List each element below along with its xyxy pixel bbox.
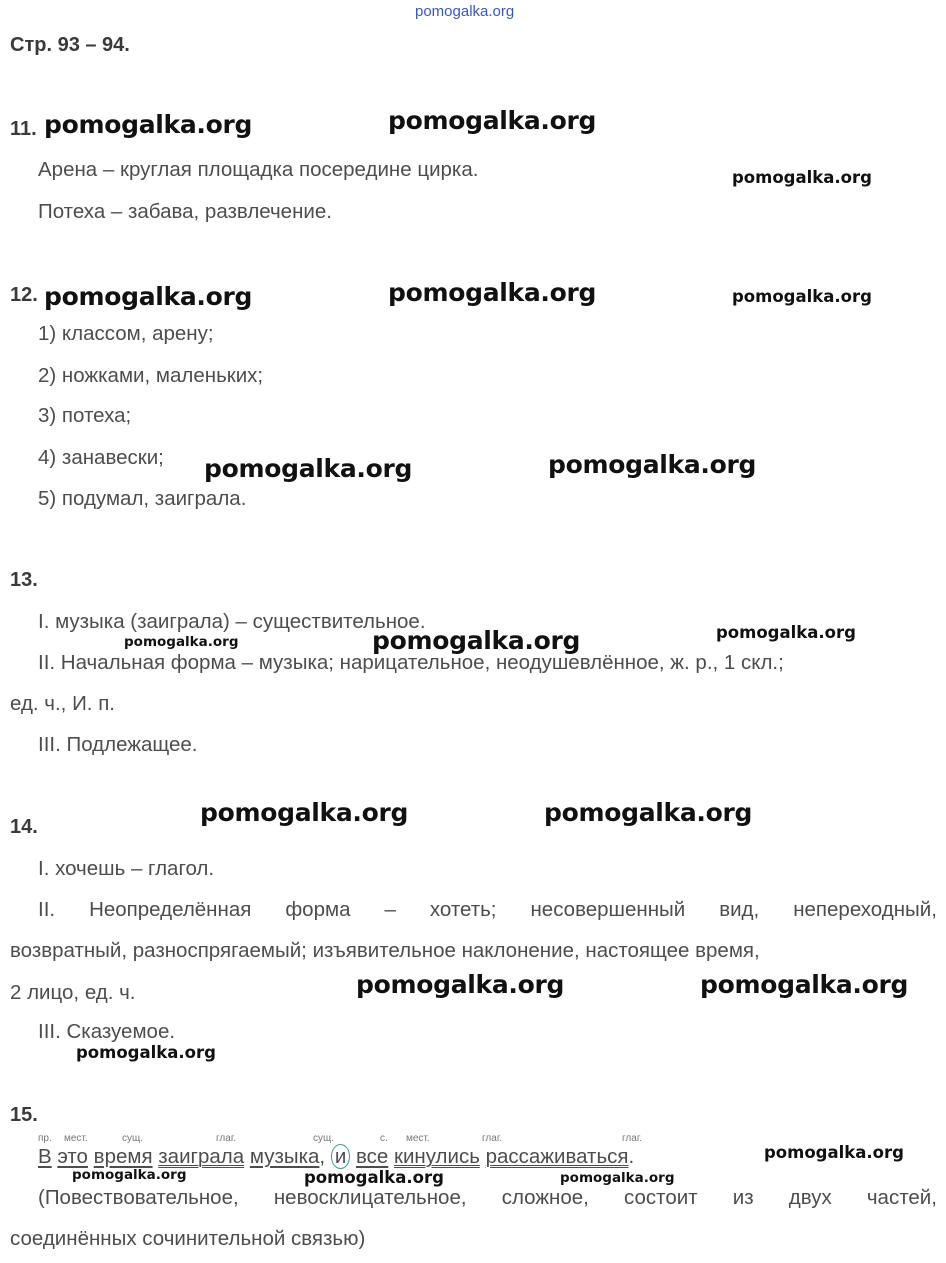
s14-line-5: III. Сказуемое.: [38, 1020, 176, 1043]
s12-line-3: 3) потеха;: [38, 404, 132, 427]
watermark: pomogalka.org: [732, 168, 872, 187]
watermark: pomogalka.org: [356, 970, 565, 999]
s14-line-4: 2 лицо, ед. ч.: [10, 981, 136, 1004]
pos-label: мест.: [64, 1133, 88, 1144]
sentence-word: время: [93, 1145, 153, 1168]
s11-line-1: Арена – круглая площадка посередине цирка.: [38, 158, 479, 181]
pos-label: глаг.: [622, 1133, 643, 1144]
task-number-15: 15.: [10, 1104, 38, 1126]
watermark: pomogalka.org: [560, 1170, 675, 1186]
s13-line-3: ед. ч., И. п.: [10, 692, 115, 715]
word: частей,: [866, 1186, 937, 1209]
s12-line-2: 2) ножками, маленьких;: [38, 364, 264, 387]
word: из: [732, 1186, 754, 1209]
s14-line-1: I. хочешь – глагол.: [38, 857, 215, 880]
word: (Повествовательное,: [38, 1186, 239, 1209]
s15-line-3: соединённых сочинительной связью): [10, 1227, 366, 1250]
word: сложное,: [501, 1186, 589, 1209]
watermark: pomogalka.org: [44, 110, 253, 139]
task-number-11: 11.: [10, 118, 37, 140]
watermark: pomogalka.org: [204, 454, 413, 483]
watermark: pomogalka.org: [124, 634, 239, 650]
predicate-word: рассаживаться: [485, 1145, 629, 1168]
watermark: pomogalka.org: [544, 798, 753, 827]
subject-word: все: [355, 1145, 389, 1168]
pos-label: глаг.: [482, 1133, 503, 1144]
word: II.: [38, 898, 56, 921]
watermark: pomogalka.org: [76, 1043, 216, 1062]
task-number-14: 14.: [10, 816, 38, 838]
watermark: pomogalka.org: [72, 1167, 187, 1183]
watermark: pomogalka.org: [548, 450, 757, 479]
top-watermark: pomogalka.org: [415, 3, 515, 20]
watermark: pomogalka.org: [388, 278, 597, 307]
word: –: [384, 898, 396, 921]
predicate-word: кинулись: [393, 1145, 480, 1168]
word: непереходный,: [793, 898, 937, 921]
word: форма: [285, 898, 351, 921]
s12-line-4: 4) занавески;: [38, 446, 164, 469]
watermark: pomogalka.org: [304, 1168, 444, 1187]
s12-line-1: 1) классом, арену;: [38, 322, 214, 345]
watermark: pomogalka.org: [764, 1143, 904, 1162]
predicate-word: заиграла: [158, 1145, 245, 1168]
pos-label: с.: [380, 1133, 388, 1144]
word: двух: [788, 1186, 832, 1209]
word: Неопределённая: [89, 898, 252, 921]
pos-label: глаг.: [216, 1133, 237, 1144]
s14-line-3: возвратный, разноспрягаемый; изъявительное наклонение, настоящее время,: [10, 939, 760, 962]
parsed-sentence: [38, 1145, 634, 1169]
watermark: pomogalka.org: [716, 623, 856, 642]
word: состоит: [624, 1186, 698, 1209]
watermark: pomogalka.org: [200, 798, 409, 827]
subject-word: музыка: [249, 1145, 320, 1168]
task-number-13: 13.: [10, 569, 38, 591]
watermark: pomogalka.org: [732, 287, 872, 306]
s15-line-2: [38, 1186, 937, 1210]
sentence-comma: ,: [319, 1145, 326, 1168]
s13-line-1: I. музыка (заиграла) – существительное.: [38, 610, 426, 633]
s14-line-2: [38, 898, 937, 922]
s13-line-4: III. Подлежащее.: [38, 733, 198, 756]
pos-label: пр.: [38, 1133, 52, 1144]
page-header: Стр. 93 – 94.: [10, 34, 130, 56]
s13-line-2: II. Начальная форма – музыка; нарицательное, неодушевлённое, ж. р., 1 скл.;: [38, 651, 784, 674]
word: хотеть;: [429, 898, 497, 921]
pos-label: сущ.: [122, 1133, 144, 1144]
pos-label: сущ.: [313, 1133, 335, 1144]
watermark: pomogalka.org: [700, 970, 909, 999]
task-number-12: 12.: [10, 284, 38, 306]
sentence-word: В: [38, 1145, 52, 1168]
word: вид,: [719, 898, 760, 921]
sentence-word: это: [57, 1145, 88, 1168]
watermark: pomogalka.org: [44, 282, 253, 311]
word: несовершенный: [530, 898, 686, 921]
watermark: pomogalka.org: [372, 626, 581, 655]
pos-label: мест.: [406, 1133, 430, 1144]
watermark: pomogalka.org: [388, 106, 597, 135]
word: невосклицательное,: [273, 1186, 467, 1209]
conjunction-word: и: [331, 1144, 350, 1169]
s12-line-5: 5) подумал, заиграла.: [38, 487, 247, 510]
s11-line-2: Потеха – забава, развлечение.: [38, 200, 332, 223]
sentence-period: .: [628, 1145, 635, 1168]
